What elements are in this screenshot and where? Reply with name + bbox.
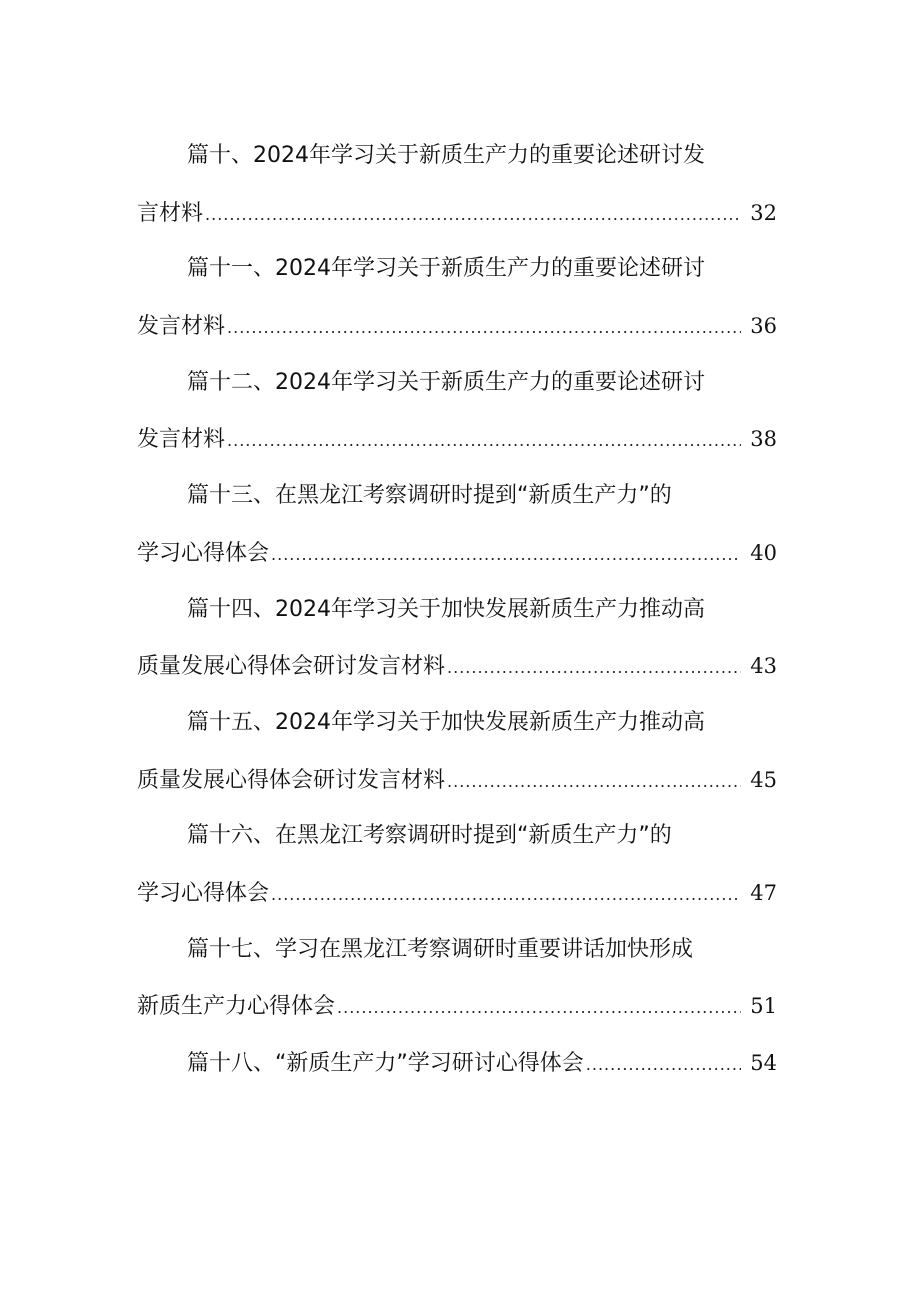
toc-entry-title-cont: 言材料 <box>137 200 204 226</box>
toc-entry-continuation <box>137 752 777 809</box>
toc-entry-title-cont: 发言材料 <box>137 427 226 453</box>
page-number: 36 <box>750 314 777 339</box>
toc-entry-title: 篇十七、学习在黑龙江考察调研时重要讲话加快形成 <box>187 936 694 962</box>
dot-leader <box>447 640 741 697</box>
dot-leader <box>205 187 741 244</box>
page-number: 47 <box>750 880 777 905</box>
dot-leader <box>271 527 741 584</box>
toc-entry-title: 篇十一、2024年学习关于新质生产力的重要论述研讨 <box>187 256 705 282</box>
toc-entry-16[interactable] <box>137 808 777 921</box>
dot-leader <box>586 1037 741 1094</box>
toc-entry-title: 篇十八、“新质生产力”学习研讨心得体会 <box>187 1051 584 1076</box>
toc-entry-continuation <box>137 525 777 582</box>
toc-entry-title-row <box>137 1035 777 1092</box>
page-number: 45 <box>750 767 777 792</box>
toc-entry-title-cont: 学习心得体会 <box>137 540 270 566</box>
toc-entry-title: 篇十五、2024年学习关于加快发展新质生产力推动高 <box>187 709 705 735</box>
toc-entry-13[interactable] <box>137 468 777 581</box>
toc-entry-title: 篇十三、在黑龙江考察调研时提到“新质生产力”的 <box>187 483 672 509</box>
toc-entry-continuation <box>137 638 777 695</box>
toc-entry-10[interactable] <box>137 128 777 241</box>
toc-entry-title: 篇十四、2024年学习关于加快发展新质生产力推动高 <box>187 596 705 622</box>
toc-entry-title-cont: 质量发展心得体会研讨发言材料 <box>137 654 446 680</box>
toc-entry-title-cont: 发言材料 <box>137 314 226 340</box>
toc-entry-11[interactable] <box>137 241 777 354</box>
page-number: 32 <box>750 200 777 225</box>
toc-entry-continuation <box>137 411 777 468</box>
toc-entry-title-cont: 学习心得体会 <box>137 880 270 906</box>
toc-entry-continuation <box>137 185 777 242</box>
table-of-contents <box>137 128 777 1092</box>
toc-entry-title-cont: 质量发展心得体会研讨发言材料 <box>137 767 446 793</box>
toc-entry-12[interactable] <box>137 355 777 468</box>
toc-entry-continuation <box>137 865 777 922</box>
toc-entry-title: 篇十二、2024年学习关于新质生产力的重要论述研讨 <box>187 369 705 395</box>
page-number: 51 <box>750 994 777 1019</box>
toc-entry-14[interactable] <box>137 582 777 695</box>
dot-leader <box>227 300 741 357</box>
dot-leader <box>227 413 741 470</box>
toc-entry-15[interactable] <box>137 695 777 808</box>
toc-entry-17[interactable] <box>137 922 777 1035</box>
page-number: 38 <box>750 427 777 452</box>
page-number: 43 <box>750 654 777 679</box>
toc-entry-continuation <box>137 978 777 1035</box>
toc-entry-continuation <box>137 298 777 355</box>
page-number: 54 <box>750 1051 777 1075</box>
dot-leader <box>337 980 741 1037</box>
toc-entry-title-cont: 新质生产力心得体会 <box>137 994 336 1020</box>
page-number: 40 <box>750 540 777 565</box>
toc-entry-title: 篇十、2024年学习关于新质生产力的重要论述研讨发 <box>187 143 705 168</box>
dot-leader <box>271 867 741 924</box>
toc-entry-18[interactable] <box>137 1035 777 1092</box>
toc-entry-title: 篇十六、在黑龙江考察调研时提到“新质生产力”的 <box>187 823 672 849</box>
dot-leader <box>447 754 741 811</box>
